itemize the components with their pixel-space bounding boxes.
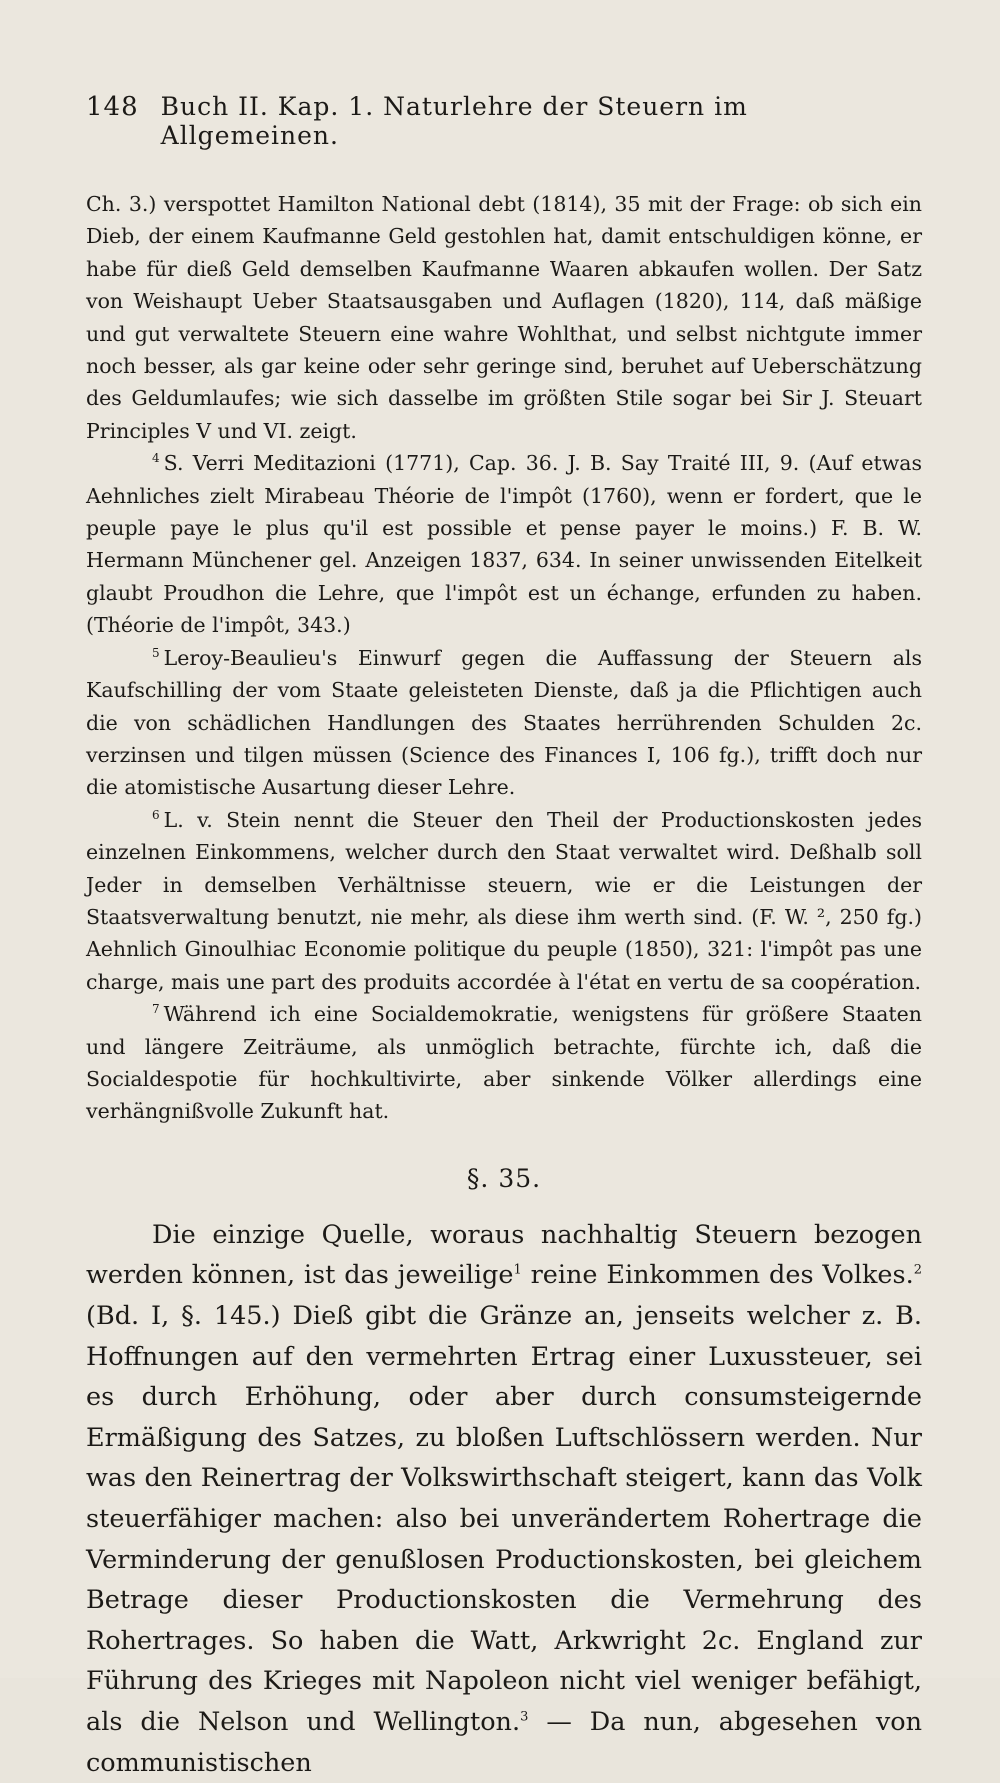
footnote-text: Leroy-Beaulieu's Einwurf gegen die Auffassung der Steuern als Kaufschilling der vom Staate geleisteten Dienste, daß ja die Pflichtigen auch die von schädlichen Handlungen des Staates herrührenden Schulden 2c. verzinsen und tilgen müssen (Science des Finances I, 106 fg.), trifft doch nur die atomistische Ausartung dieser Lehre. <box>86 645 922 800</box>
paragraph-text: — Da nun, abgesehen von communistischen <box>86 1706 922 1778</box>
footnote-4 <box>86 447 922 641</box>
footnote-text: L. v. Stein nennt die Steuer den Theil der Productionskosten jedes einzelnen Einkommens, welcher durch den Staat verwaltet wird. Deßhalb soll Jeder in demselben Verhältnisse steuern, wie er die Leistungen der Staatsverwaltung benutzt, nie mehr, als diese ihm werth sind. (F. W. ², 250 fg.) Aehnlich Ginoulhiac Economie politique du peuple (1850), 321: l'impôt pas une charge, mais une part des produits accordée à l'état en vertu de sa coopération. <box>86 807 922 994</box>
footnote-ref: 3 <box>520 1709 529 1725</box>
footnote-marker: 7 <box>152 1002 160 1017</box>
footnote-text: Ch. 3.) verspottet Hamilton National debt (1814), 35 mit der Frage: ob sich ein Dieb, der einem Kaufmanne Geld gestohlen hat, damit entschuldigen könne, er habe für dieß Geld demselben Kaufmanne Waaren abkaufen wollen. Der Satz von Weishaupt Ueber Staatsausgaben und Auflagen (1820), 114, daß mäßige und gut verwaltete Steuern eine wahre Wohlthat, und selbst nichtgute immer noch besser, als gar keine oder sehr geringe sind, beruhet auf Ueberschätzung des Geldumlaufes; wie sich dasselbe im größten Stile sogar bei Sir J. Steuart Principles V und VI. zeigt. <box>86 192 922 443</box>
footnote-ref: 1 <box>513 1262 522 1278</box>
footnote-continued <box>86 188 922 447</box>
footnotes <box>86 188 922 1128</box>
footnote-text: S. Verri Meditazioni (1771), Cap. 36. J. B. Say Traité III, 9. (Auf etwas Aehnliches zielt Mirabeau Théorie de l'impôt (1760), wenn er fordert, que le peuple paye le plus qu'il est possible et pense payer le moins.) F. B. W. Hermann Münchener gel. Anzeigen 1837, 634. In seiner unwissenden Eitelkeit glaubt Proudhon die Lehre, que l'impôt est un échange, erfunden zu haben. (Théorie de l'impôt, 343.) <box>86 451 922 638</box>
section-heading: §. 35. <box>466 1163 542 1193</box>
footnote-marker: 5 <box>152 645 160 660</box>
footnote-5 <box>86 642 922 804</box>
paragraph-text: Die einzige Quelle, woraus nachhaltig Steuern bezogen werden können, ist das jeweilige <box>86 1219 922 1291</box>
footnote-text: Während ich eine Socialdemokratie, wenigstens für größere Staaten und längere Zeiträume, als unmöglich betrachte, fürchte ich, daß die Socialdespotie für hochkultivirte, aber sinkende Völker allerdings eine verhängnißvolle Zukunft hat. <box>86 1002 922 1124</box>
footnote-marker: 6 <box>152 807 160 822</box>
paragraph-text: (Bd. I, §. 145.) Dieß gibt die Gränze an, jenseits welcher z. B. Hoffnungen auf den vermehrten Ertrag einer Luxussteuer, sei es durch Erhöhung, oder aber durch consumsteigernde Ermäßigung des Satzes, zu bloßen Luftschlössern werden. Nur was den Reinertrag der Volkswirthschaft steigert, kann das Volk steuerfähiger machen: also bei unverändertem Rohertrage die Verminderung der genußlosen Productionskosten, bei gleichem Betrage dieser Productionskosten die Vermehrung des Rohertrages. So haben die Watt, Arkwright 2c. England zur Führung des Krieges mit Napoleon nicht viel weniger befähigt, als die Nelson und Wellington. <box>86 1300 922 1737</box>
footnote-marker: 4 <box>152 451 160 466</box>
page-number: 148 <box>86 92 139 122</box>
footnote-6 <box>86 804 922 998</box>
section-paragraph <box>86 1215 922 1783</box>
paragraph-text: reine Einkommen des Volkes. <box>521 1260 914 1291</box>
footnote-ref: 2 <box>913 1262 922 1278</box>
running-title: Buch II. Kap. 1. Naturlehre der Steuern im Allgemeinen. <box>160 92 748 150</box>
page-header <box>86 92 922 150</box>
footnote-7 <box>86 998 922 1128</box>
